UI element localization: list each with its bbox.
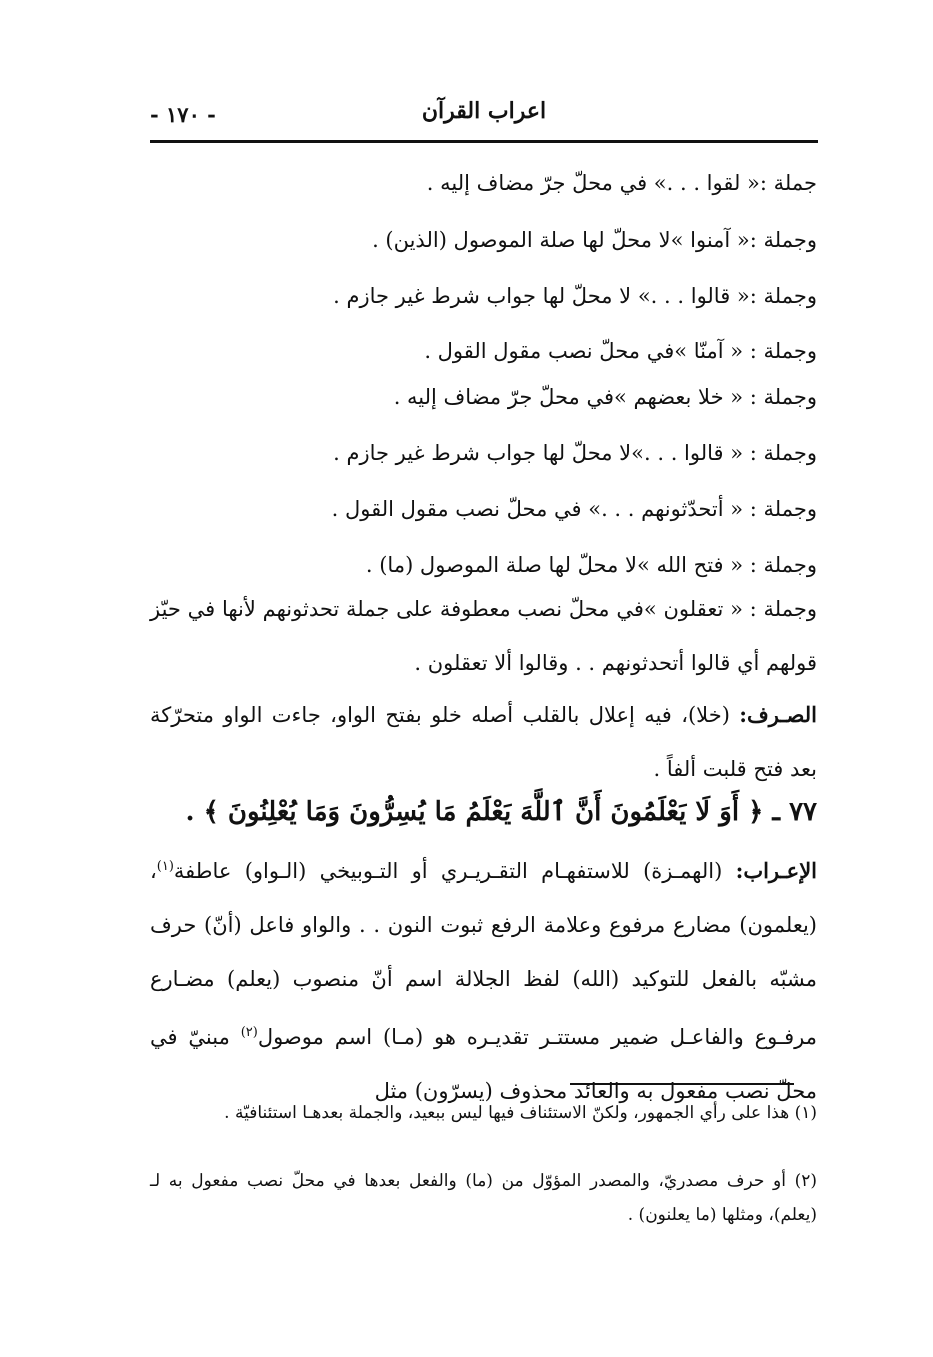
- text-line: وجملة :« قالوا . . .» لا محلّ لها جواب شرط غير جازم .: [333, 284, 817, 308]
- text-line: جملة :« لقوا . . .» في محلّ جرّ مضاف إليه .: [426, 171, 817, 195]
- footnote-ref-1: (١): [156, 859, 174, 874]
- footnote-2: (٢) أو حرف مصدريّ، والمصدر المؤوّل من (ما) والفعل بعدها في محلّ نصب مفعول به لـ (يعلم)، ومثلها (ما يعلنون) .: [150, 1171, 817, 1225]
- irab-text-end: مبنيّ في محلّ نصب مفعول به والعائد محذوف (يسرّون) مثل: [150, 1025, 817, 1103]
- book-title: اعراب القرآن: [421, 98, 547, 124]
- text-line: وجملة : « قالوا . . .»لا محلّ لها جواب شرط غير جازم .: [333, 441, 817, 465]
- header-rule: [150, 140, 818, 143]
- quran-verse: [185, 792, 817, 832]
- sarf-text: (خلا)، فيه إعلال بالقلب أصله خلو بفتح الواو، جاءت الواو متحرّكة بعد فتح قلبت ألفاً .: [150, 703, 817, 781]
- page-number: - ١٧٠ -: [150, 102, 216, 127]
- text-line: وجملة : « أتحدّثونهم . . .» في محلّ نصب مقول القول .: [331, 497, 817, 521]
- verse-text: ﴿ أَوَ لَا يَعْلَمُونَ أَنَّ ٱللَّهَ يَعْلَمُ مَا يُسِرُّونَ وَمَا يُعْلِنُونَ ﴾ .: [185, 797, 764, 827]
- footnote-ref-2: (٢): [240, 1025, 258, 1040]
- text-line: وجملة :« آمنوا »لا محلّ لها صلة الموصول (الذين) .: [372, 228, 817, 252]
- footnote-separator: [570, 1083, 794, 1085]
- paragraph-irab: [150, 840, 817, 1118]
- text-line: وجملة : « فتح الله »لا محلّ لها صلة الموصول (ما) .: [365, 553, 817, 577]
- irab-label: الإعـراب:: [735, 858, 817, 883]
- text-line: وجملة : « خلا بعضهم »في محلّ جرّ مضاف إليه .: [393, 385, 817, 409]
- paragraph-sarf: [150, 688, 817, 796]
- irab-text: (الهمـزة) للاستفهـام التقـريـري أو التـوبيخي (الـواو) عاطفة: [173, 859, 723, 883]
- paragraph-taaqilun: وجملة : « تعقلون »في محلّ نصب معطوفة على جملة تحدثونهم لأنها في حيّز قولهم أي قالوا أتحدثونهم . . وقالوا ألا تعقلون .: [150, 597, 817, 675]
- irab-text-cont: ، (يعلمون) مضارع مرفوع وعلامة الرفع ثبوت النون . . والواو فاعل (أنّ) حرف مشبّه بالفعل للتوكيد (الله) لفظ الجلالة اسم أنّ منصوب (يعلم) مضـارع مرفـوع والفاعـل ضمير مستتـر تقديـره هو (مـا) اسم موصول: [150, 859, 817, 1049]
- text-line: وجملة : « آمنّا »في محلّ نصب مقول القول .: [424, 339, 817, 363]
- sarf-label: الصـرف:: [739, 702, 817, 727]
- footnote-1: (١) هذا على رأي الجمهور، ولكنّ الاستئناف فيها ليس ببعيد، والجملة بعدهـا استئنافيّة .: [224, 1103, 817, 1123]
- page-header: [150, 96, 818, 142]
- verse-number: ٧٧ ـ: [772, 797, 817, 827]
